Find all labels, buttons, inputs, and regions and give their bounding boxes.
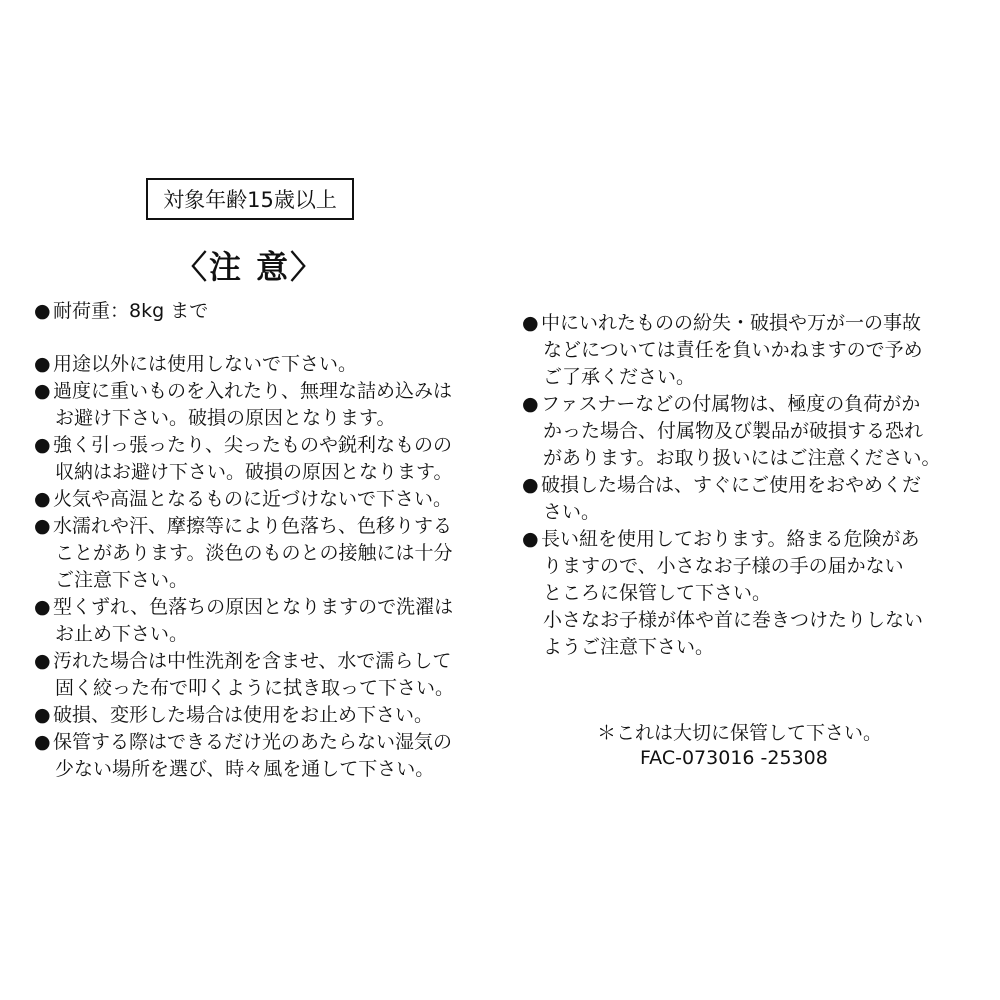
- caution-item-text: りますので、小さなお子様の手の届かない: [543, 555, 904, 577]
- caution-item-line: [522, 499, 982, 526]
- product-code: FAC-073016 -25308: [640, 747, 828, 769]
- caution-item-line: [522, 580, 982, 607]
- caution-item-text: お止め下さい。: [55, 623, 189, 645]
- bullet-icon: ●: [34, 300, 51, 322]
- caution-item-line: [34, 405, 514, 432]
- caution-item-line: [34, 298, 514, 325]
- caution-item-line: [522, 391, 982, 418]
- caution-item-text: 強く引っ張ったり、尖ったものや鋭利なものの: [53, 434, 453, 456]
- caution-item-line: [522, 364, 982, 391]
- caution-item-line: [34, 351, 514, 378]
- caution-item: [34, 702, 514, 729]
- caution-item-text: 用途以外には使用しないで下さい。: [53, 353, 358, 375]
- caution-item: [34, 513, 514, 594]
- bullet-icon: ●: [34, 353, 51, 375]
- caution-item-line: [522, 607, 982, 634]
- caution-title: 〈注 意〉: [175, 248, 325, 286]
- bullet-icon: ●: [522, 393, 539, 415]
- caution-item-line: [34, 648, 514, 675]
- caution-item-text: お避け下さい。破損の原因となります。: [55, 407, 396, 429]
- caution-item-line: [34, 729, 514, 756]
- caution-item-text: 少ない場所を選び、時々風を通して下さい。: [55, 758, 435, 780]
- caution-item-text: ことがあります。淡色のものとの接触には十分: [55, 542, 453, 564]
- caution-item-line: [34, 513, 514, 540]
- caution-item-line: [34, 378, 514, 405]
- caution-item-line: [34, 459, 514, 486]
- caution-item-text: 汚れた場合は中性洗剤を含ませ、水で濡らして: [53, 650, 452, 672]
- caution-item-text: などについては責任を負いかねますので予め: [543, 339, 923, 361]
- caution-item: [34, 351, 514, 378]
- caution-item: [522, 310, 982, 391]
- caution-item-line: [522, 526, 982, 553]
- caution-item-line: [34, 702, 514, 729]
- bullet-icon: ●: [34, 380, 51, 402]
- caution-item-line: [34, 675, 514, 702]
- caution-item: [522, 526, 982, 661]
- bullet-icon: ●: [34, 515, 51, 537]
- caution-item-line: [522, 445, 982, 472]
- caution-item-line: [34, 621, 514, 648]
- caution-item-text: 過度に重いものを入れたり、無理な詰め込みは: [53, 380, 453, 402]
- caution-item: [34, 378, 514, 432]
- caution-item-text: 型くずれ、色落ちの原因となりますので洗濯は: [53, 596, 454, 618]
- caution-item: [34, 729, 514, 783]
- caution-list-left: [34, 298, 514, 783]
- caution-item-text: ところに保管して下さい。: [543, 582, 772, 604]
- caution-item: [522, 391, 982, 472]
- caution-item-text: ようご注意下さい。: [543, 636, 715, 658]
- bullet-icon: ●: [34, 650, 51, 672]
- caution-item-line: [34, 594, 514, 621]
- bullet-icon: ●: [34, 596, 51, 618]
- caution-item-text: 耐荷重：8kg まで: [53, 300, 209, 322]
- caution-item-text: 火気や高温となるものに近づけないで下さい。: [53, 488, 453, 510]
- age-rating-text: 対象年齢15歳以上: [163, 188, 337, 212]
- caution-item-text: ご了承ください。: [543, 366, 696, 388]
- caution-item-line: [34, 432, 514, 459]
- caution-list-right: [522, 310, 982, 661]
- caution-item-line: [34, 486, 514, 513]
- caution-item-text: ご注意下さい。: [55, 569, 189, 591]
- caution-item-line: [34, 756, 514, 783]
- keep-note: ＊これは大切に保管して下さい。: [597, 722, 883, 744]
- caution-item: [34, 432, 514, 486]
- bullet-icon: ●: [34, 488, 51, 510]
- bullet-icon: ●: [34, 434, 51, 456]
- spacer: [34, 325, 514, 351]
- age-rating-badge: [146, 178, 354, 220]
- caution-item-line: [522, 310, 982, 337]
- caution-item-line: [522, 472, 982, 499]
- caution-item-text: 収納はお避け下さい。破損の原因となります。: [55, 461, 453, 483]
- caution-item: [522, 472, 982, 526]
- caution-item: [34, 648, 514, 702]
- caution-item-line: [522, 418, 982, 445]
- bullet-icon: ●: [522, 528, 539, 550]
- caution-item-text: さい。: [543, 501, 601, 523]
- bullet-icon: ●: [522, 474, 539, 496]
- caution-item: [34, 298, 514, 325]
- caution-item-text: 保管する際はできるだけ光のあたらない湿気の: [53, 731, 453, 753]
- bullet-icon: ●: [34, 704, 51, 726]
- caution-item-text: かった場合、付属物及び製品が破損する恐れ: [543, 420, 924, 442]
- caution-item-text: 中にいれたものの紛失・破損や万が一の事故: [541, 312, 922, 334]
- caution-item-text: ファスナーなどの付属物は、極度の負荷がか: [541, 393, 921, 415]
- caution-item-text: 破損した場合は、すぐにご使用をおやめくだ: [541, 474, 922, 496]
- caution-item-text: 小さなお子様が体や首に巻きつけたりしない: [543, 609, 924, 631]
- caution-item-line: [522, 337, 982, 364]
- caution-item-text: 長い紐を使用しております。絡まる危険があ: [541, 528, 920, 550]
- caution-item-line: [522, 553, 982, 580]
- caution-item-text: があります。お取り扱いにはご注意ください。: [543, 447, 941, 469]
- caution-item: [34, 594, 514, 648]
- caution-item-text: 固く絞った布で叩くように拭き取って下さい。: [55, 677, 455, 699]
- caution-item: [34, 486, 514, 513]
- caution-item-line: [34, 540, 514, 567]
- caution-item-line: [522, 634, 982, 661]
- caution-item-line: [34, 567, 514, 594]
- bullet-icon: ●: [34, 731, 51, 753]
- caution-item-text: 破損、変形した場合は使用をお止め下さい。: [53, 704, 434, 726]
- caution-item-text: 水濡れや汗、摩擦等により色落ち、色移りする: [53, 515, 453, 537]
- bullet-icon: ●: [522, 312, 539, 334]
